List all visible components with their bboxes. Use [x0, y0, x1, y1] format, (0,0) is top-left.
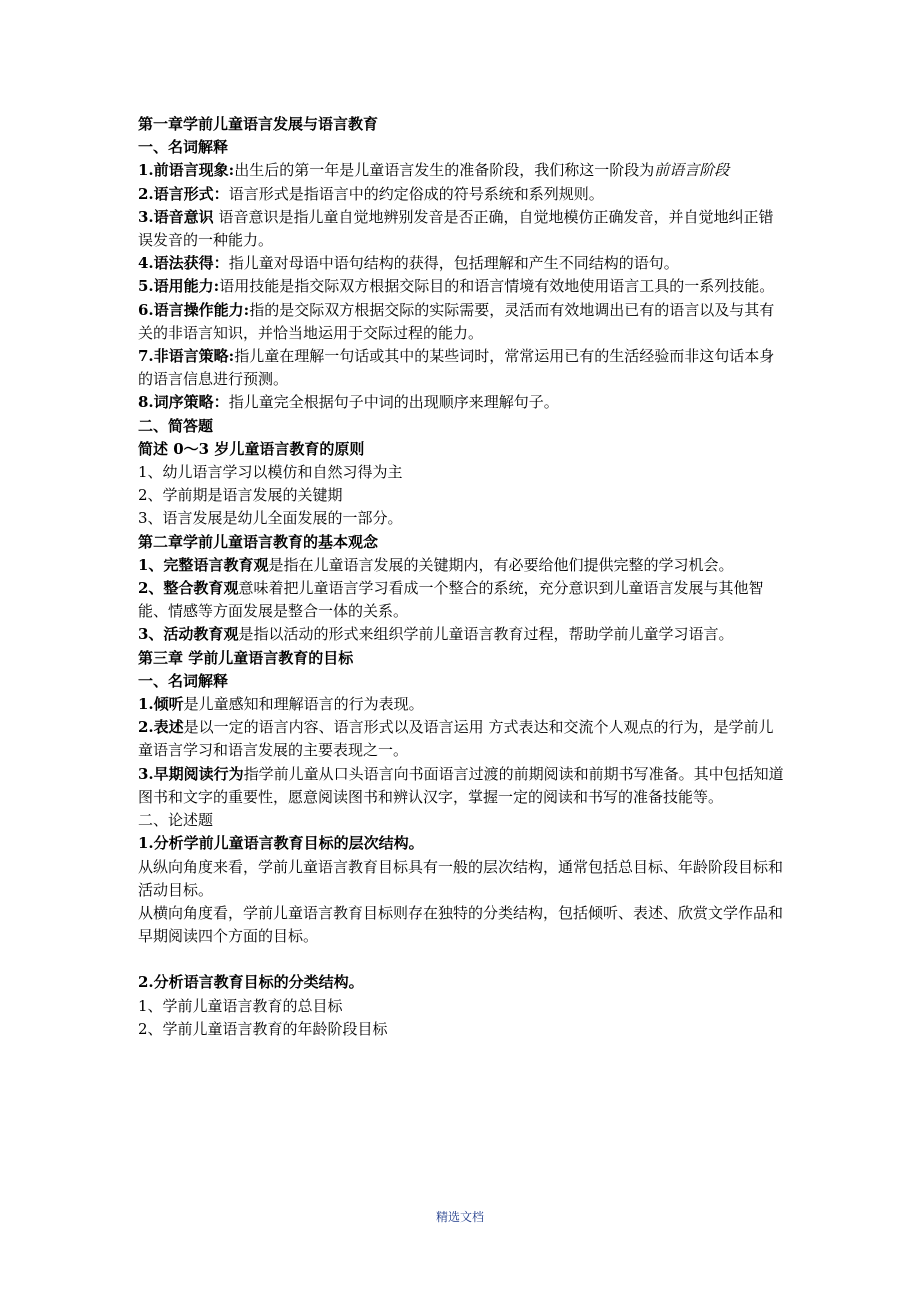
point-text: 是指在儿童语言发展的关键期内，有必要给他们提供完整的学习机会。: [268, 555, 734, 574]
ch3-term-1: [138, 693, 788, 716]
ch1-question: 简述 0～3 岁儿童语言教育的原则: [138, 439, 365, 458]
term-definition: 指儿童对母语中语句结构的获得，包括理解和产生不同结构的语句。: [228, 254, 679, 273]
term-sep: :: [228, 347, 235, 366]
ch3-section-terms: 一、名词解释: [138, 671, 229, 690]
ch1-section-terms: 一、名词解释: [138, 138, 229, 157]
term-definition: 语言形式是指语言中的约定俗成的符号系统和系列规则。: [228, 184, 604, 203]
blank-line: [138, 948, 788, 971]
term-definition: 语用技能是指交际双方根据交际目的和语言情境有效地使用语言工具的一系列技能。: [219, 277, 775, 296]
point-text: 意味着把儿童语言学习看成一个整合的系统，充分意识到儿童语言发展与其他智能、情感等方面发展是整合一体的关系。: [138, 579, 764, 621]
point-text: 是指以活动的形式来组织学前儿童语言教育过程，帮助学前儿童学习语言。: [238, 625, 734, 644]
term-definition: 指学前儿童从口头语言向书面语言过渡的前期阅读和前期书写准备。其中包括知道图书和文字的重要性，愿意阅读图书和辨认汉字，掌握一定的阅读和书写的准备技能等。: [138, 764, 784, 806]
term-sep: :: [228, 161, 235, 180]
ch3-question-1-para-1: 从纵向角度来看，学前儿童语言教育目标具有一般的层次结构，通常包括总目标、年龄阶段目标和活动目标。: [138, 857, 784, 899]
ch3-term-3: [138, 763, 788, 809]
point-label: 2、整合教育观: [138, 579, 239, 598]
ch1-term-3: [138, 206, 788, 252]
term-label: 1.前语言现象: [138, 161, 229, 180]
ch3-section-essay: 二、论述题: [138, 811, 214, 830]
term-label: 1.倾听: [138, 695, 184, 714]
term-label: 2.表述: [138, 718, 184, 737]
document-body: [138, 113, 788, 1041]
ch1-term-7: [138, 345, 788, 391]
ch3-question-2: 2.分析语言教育目标的分类结构。: [138, 973, 364, 992]
ch2-point-1: [138, 554, 788, 577]
term-sep: ：: [213, 254, 229, 273]
term-italic: 前语言阶段: [654, 161, 730, 180]
ch1-term-5: [138, 275, 788, 298]
chapter-3-title: 第三章 学前儿童语言教育的目标: [138, 648, 354, 667]
ch1-term-4: [138, 252, 788, 275]
point-label: 1、完整语言教育观: [138, 555, 269, 574]
term-definition: 指儿童在理解一句话或其中的某些词时，常常运用已有的生活经验而非这句话本身的语言信息进行预测。: [138, 347, 775, 389]
term-definition: 指的是交际双方根据交际的实际需要，灵活而有效地调出已有的语言以及与其有关的非语言知识，并恰当地运用于交际过程的能力。: [138, 300, 775, 342]
ch2-point-2: [138, 577, 788, 623]
ch3-question-1: 1.分析学前儿童语言教育目标的层次结构。: [138, 834, 424, 853]
ch1-answer-1: 1、幼儿语言学习以模仿和自然习得为主: [138, 463, 403, 482]
ch1-term-6: [138, 299, 788, 345]
term-sep: :: [213, 277, 220, 296]
ch3-term-2: [138, 716, 788, 762]
term-label: 2.语言形式: [138, 184, 214, 203]
term-label: 3.语音意识: [138, 207, 214, 226]
ch1-answer-2: 2、学前期是语言发展的关键期: [138, 486, 343, 505]
term-sep: ：: [213, 184, 229, 203]
ch3-question-2-item-2: 2、学前儿童语言教育的年龄阶段目标: [138, 1019, 388, 1038]
term-sep: ：: [213, 393, 229, 412]
term-definition: 是儿童感知和理解语言的行为表现。: [183, 695, 424, 714]
term-label: 3.早期阅读行为: [138, 764, 244, 783]
term-label: 4.语法获得: [138, 254, 214, 273]
term-sep: :: [243, 300, 250, 319]
term-definition: 指儿童完全根据句子中词的出现顺序来理解句子。: [228, 393, 559, 412]
ch2-point-3: [138, 623, 788, 646]
term-label: 5.语用能力: [138, 277, 214, 296]
ch1-answer-3: 3、语言发展是幼儿全面发展的一部分。: [138, 509, 403, 528]
term-label: 7.非语言策略: [138, 347, 229, 366]
page-footer: 精选文档: [435, 1210, 484, 1224]
ch1-term-1: [138, 159, 788, 182]
term-definition: 语音意识是指儿童自觉地辨别发音是否正确，自觉地模仿正确发音，并自觉地纠正错误发音的一种能力。: [138, 207, 774, 250]
ch3-question-2-item-1: 1、学前儿童语言教育的总目标: [138, 996, 343, 1015]
term-definition: 是以一定的语言内容、语言形式以及语言运用 方式表达和交流个人观点的行为，是学前儿童语言学习和语言发展的主要表现之一。: [138, 718, 774, 760]
point-label: 3、活动教育观: [138, 625, 239, 644]
ch3-question-1-para-2: 从横向角度看，学前儿童语言教育目标则存在独特的分类结构，包括倾听、表述、欣赏文学作品和早期阅读四个方面的目标。: [138, 903, 784, 946]
term-label: 8.词序策略: [138, 393, 214, 412]
ch1-term-2: [138, 183, 788, 206]
term-definition: 出生后的第一年是儿童语言发生的准备阶段，我们称这一阶段为: [234, 161, 655, 180]
ch1-section-short-answer: 二、简答题: [138, 416, 214, 435]
ch1-term-8: [138, 391, 788, 414]
term-label: 6.语言操作能力: [138, 300, 244, 319]
chapter-2-title: 第二章学前儿童语言教育的基本观念: [138, 532, 379, 551]
chapter-1-title: 第一章学前儿童语言发展与语言教育: [138, 115, 379, 133]
